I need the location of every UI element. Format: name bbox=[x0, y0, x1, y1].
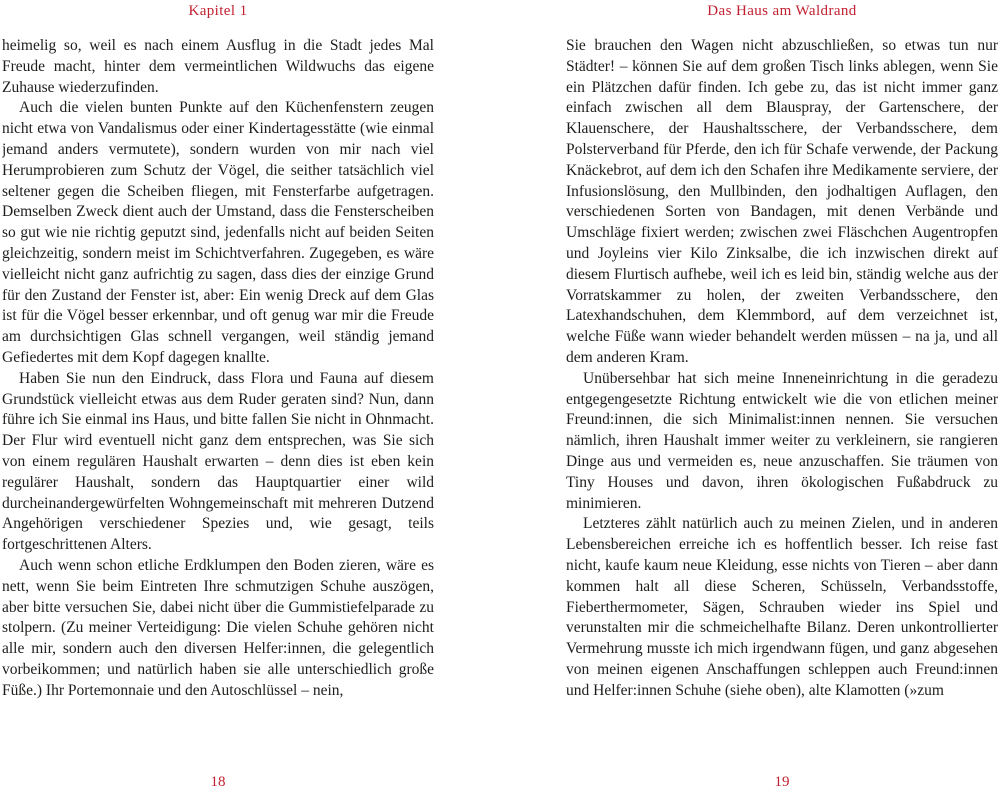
page-number-right: 19 bbox=[774, 774, 790, 790]
paragraph: Auch wenn schon etliche Erdklumpen den Boden zieren, wäre es nett, wenn Sie beim Eintreten Ihre schmutzigen Schuhe auszögen, aber bitte versuchen Sie, dabei nicht über die Gummistiefelparade zu stolpern. (Zu meiner Verteidigung: Die vielen Schuhe gehören nicht alle mir, sondern auch den diversen Helfer:innen, die gelegentlich vorbeikommen; und natürlich haben sie alle unterschiedlich große Füße.) Ihr Portemonnaie und den Autoschlüssel – nein, bbox=[2, 556, 434, 699]
page-right bbox=[566, 0, 998, 800]
running-header-book-title: Das Haus am Waldrand bbox=[707, 3, 857, 19]
paragraph: Auch die vielen bunten Punkte auf den Küchenfenstern zeugen nicht etwa von Vandalismus oder einer Kindertagesstätte (wie einmal jemand anders vermutete), sondern wurden von mir nach viel Herumprobieren zum Schutz der Vögel, die seither tatsächlich viel seltener gegen die Scheiben fliegen, mit Fensterfarbe aufgetragen. Demselben Zweck dient auch der Umstand, dass die Fensterscheiben so gut wie nie richtig geputzt sind, jedenfalls nicht auf beiden Seiten gleichzeitig, sondern meist im Schichtverfahren. Zugegeben, es wäre vielleicht nicht ganz aufrichtig zu sagen, dass dies der einzige Grund für den Zustand der Fenster ist, aber: Ein wenig Dreck auf dem Glas ist für die Vögel besser erkennbar, und oft genug war mir die Freude am durchsichtigen Glas schnell vergangen, weil ständig jemand Gefiedertes mit dem Kopf dagegen knallte. bbox=[2, 99, 434, 366]
page-left-text bbox=[2, 36, 434, 774]
running-header-chapter: Kapitel 1 bbox=[188, 3, 248, 19]
paragraph: Haben Sie nun den Eindruck, dass Flora und Fauna auf diesem Grundstück vielleicht etwas aus dem Ruder geraten sind? Nun, dann führe ich Sie einmal ins Haus, und bitte fallen Sie nicht in Ohnmacht. Der Flur wird eventuell nicht ganz dem entsprechen, was Sie sich von einem regulären Haushalt erwarten – denn dies ist eben kein regulärer Haushalt, sondern das Hauptquartier einer wild durcheinandergewürfelten Wohngemeinschaft mit mehreren Dutzend Angehörigen verschiedener Spezies und, wie gesagt, teils fortgeschrittenen Alters. bbox=[2, 369, 434, 554]
page-number-left: 18 bbox=[210, 774, 226, 790]
paragraph: Unübersehbar hat sich meine Inneneinrichtung in die geradezu entgegengesetzte Richtung entwickelt wie die von etlichen meiner Freund:innen, die sich Minimalist:innen nennen. Sie versuchen nämlich, ihren Haushalt immer weiter zu verkleinern, sie rangieren Dinge aus und vermeiden es, neue anzuschaffen. Sie träumen von Tiny Houses und davon, ihren ökologischen Fußabdruck zu minimieren. bbox=[566, 369, 998, 512]
paragraph: Letzteres zählt natürlich auch zu meinen Zielen, und in anderen Lebensbereichen erreiche ich es hoffentlich besser. Ich reise fast nicht, kaufe kaum neue Kleidung, esse nichts von Tieren – aber dann kommen halt all diese Scheren, Schüsseln, Verbandsstoffe, Fieberthermometer, Sägen, Schrauben wieder ins Spiel und verunstalten mir die schmeichelhafte Bilanz. Deren unkontrollierter Vermehrung musste ich mich irgendwann fügen, und ganz abgesehen von meinen eigenen Anschaffungen schleppen auch Freund:innen und Helfer:innen Schuhe (siehe oben), alte Klamotten (»zum bbox=[566, 515, 998, 699]
page-left bbox=[2, 0, 434, 800]
page-right-text bbox=[566, 36, 998, 774]
paragraph: Sie brauchen den Wagen nicht abzuschließen, so etwas tun nur Städter! – können Sie auf dem großen Tisch links ablegen, wenn Sie ein Plätzchen dafür finden. Ich gebe zu, das ist nicht immer ganz einfach zwischen all dem Blauspray, der Gartenschere, der Klauenschere, der Haushaltsschere, der Verbandsschere, dem Polsterverband für Pferde, den ich für Schafe verwende, der Packung Knäckebrot, auf dem ich den Schafen ihre Medikamente serviere, der Infusionslösung, den Mullbinden, den jodhaltigen Auflagen, den verschiedenen Sorten von Bandagen, mit denen Verbände und Umschläge fixiert werden; zwischen zwei Fläschchen Augentropfen und Joyleins vier Kilo Zinksalbe, die ich inzwischen direkt auf diesem Flurtisch aufhebe, weil ich es leid bin, ständig welche aus der Vorratskammer zu holen, der zweiten Verbandsschere, den Latexhandschuhen, dem Klemmbord, auf dem verzeichnet ist, welche Füße wann wieder behandelt werden müssen – na ja, und all dem anderen Kram. bbox=[566, 37, 998, 366]
paragraph: heimelig so, weil es nach einem Ausflug in die Stadt jedes Mal Freude macht, hinter dem vermeintlichen Wildwuchs das eigene Zuhause wiederzufinden. bbox=[2, 37, 434, 96]
